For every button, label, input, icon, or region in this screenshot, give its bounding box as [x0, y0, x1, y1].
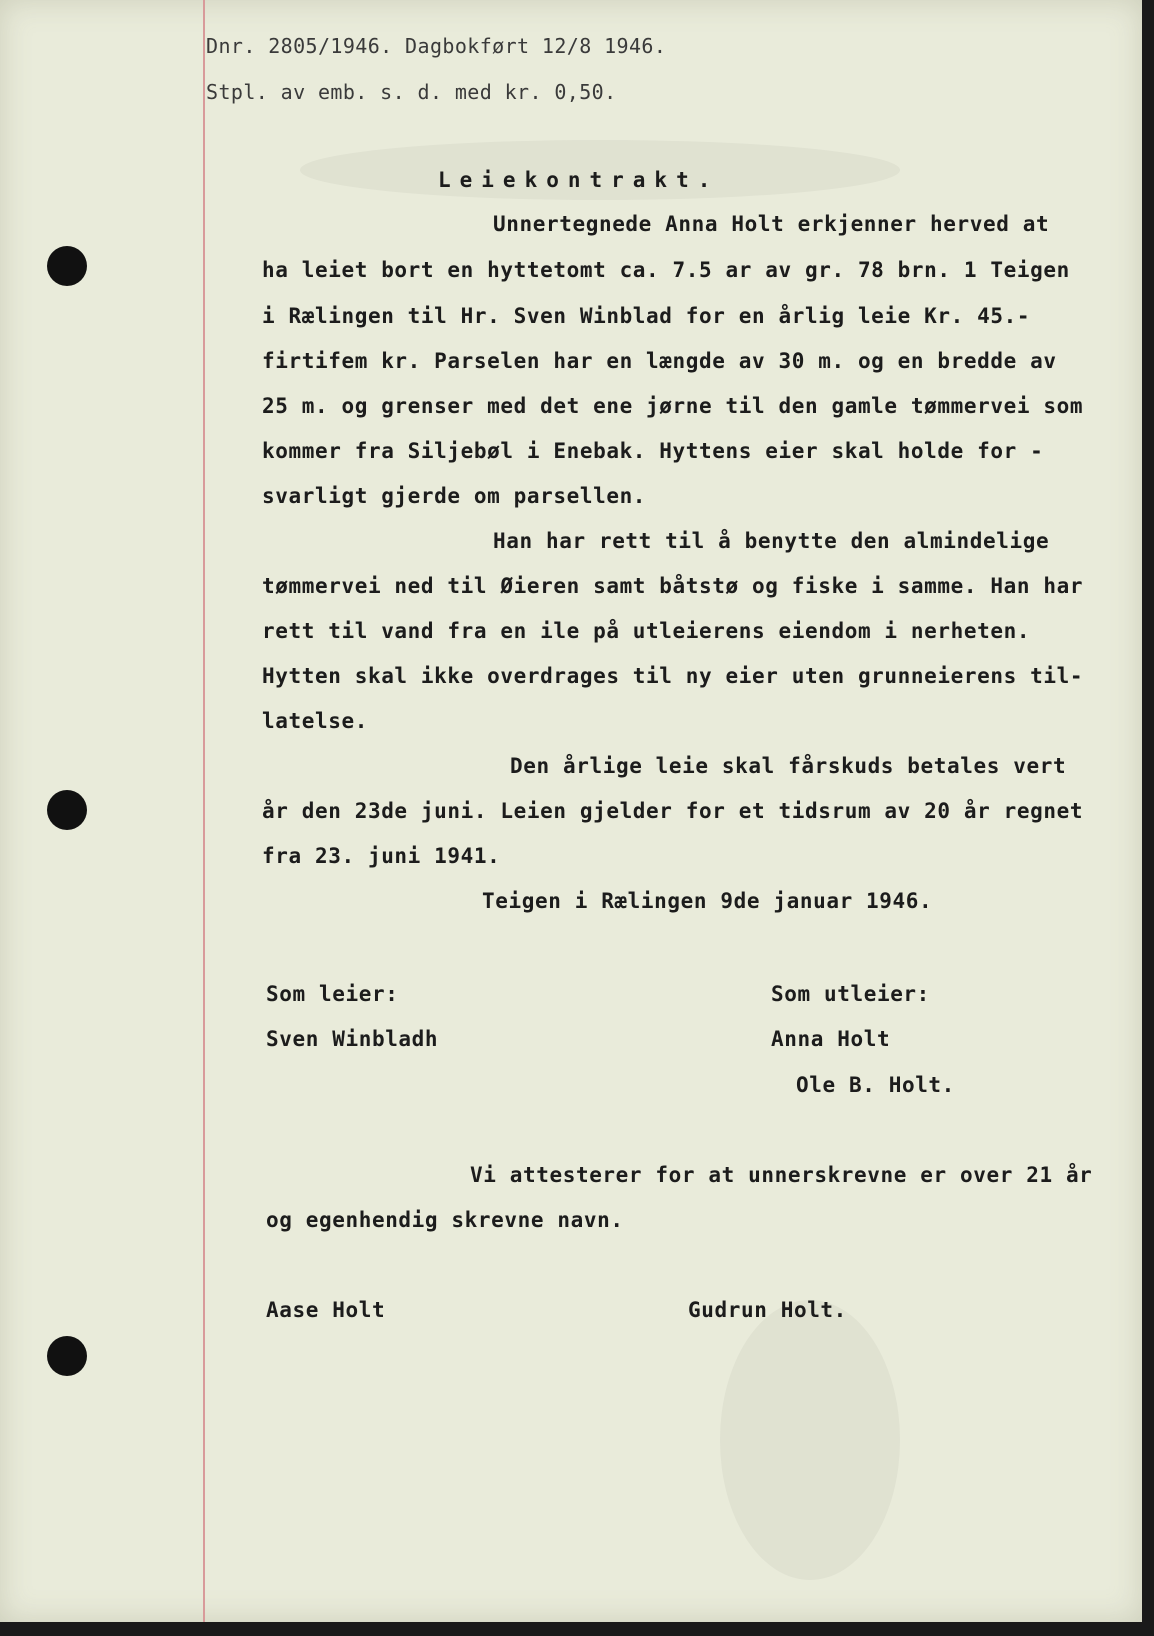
witness-signature-2: Gudrun Holt.	[688, 1298, 847, 1322]
punch-hole-middle	[47, 790, 87, 830]
place-date-line: Teigen i Rælingen 9de januar 1946.	[482, 889, 933, 913]
body-line: år den 23de juni. Leien gjelder for et tidsrum av 20 år regnet	[262, 799, 1084, 823]
landlord-signature-2: Ole B. Holt.	[796, 1073, 955, 1097]
body-line: fra 23. juni 1941.	[262, 844, 501, 868]
body-line: Unnertegnede Anna Holt erkjenner herved at	[493, 212, 1050, 236]
witness-signature-1: Aase Holt	[266, 1298, 386, 1322]
body-line: Han har rett til å benytte den almindelige	[493, 529, 1050, 553]
tenant-signature: Sven Winbladh	[266, 1027, 439, 1051]
landlord-label: Som utleier:	[771, 982, 930, 1006]
bleed-through-mark	[720, 1300, 900, 1580]
stamp-fee-line: Stpl. av emb. s. d. med kr. 0,50.	[206, 80, 617, 104]
punch-hole-bottom	[47, 1336, 87, 1376]
body-line: 25 m. og grenser med det ene jørne til den gamle tømmervei som	[262, 394, 1084, 418]
margin-line	[203, 0, 205, 1622]
body-line: tømmervei ned til Øieren samt båtstø og fiske i samme. Han har	[262, 574, 1084, 598]
body-line: firtifem kr. Parselen har en længde av 30 m. og en bredde av	[262, 349, 1057, 373]
body-line: svarligt gjerde om parsellen.	[262, 484, 647, 508]
body-line: latelse.	[262, 709, 368, 733]
landlord-signature-1: Anna Holt	[771, 1027, 891, 1051]
body-line: Den årlige leie skal fårskuds betales vert	[510, 754, 1067, 778]
body-line: Hytten skal ikke overdrages til ny eier uten grunneierens til-	[262, 664, 1084, 688]
punch-hole-top	[47, 246, 87, 286]
body-line: rett til vand fra en ile på utleierens eiendom i nerheten.	[262, 619, 1031, 643]
body-line: kommer fra Siljebøl i Enebak. Hyttens eier skal holde for -	[262, 439, 1044, 463]
attestation-line: og egenhendig skrevne navn.	[266, 1208, 624, 1232]
document-title: Leiekontrakt.	[438, 168, 720, 192]
tenant-label: Som leier:	[266, 982, 399, 1006]
body-line: i Rælingen til Hr. Sven Winblad for en årlig leie Kr. 45.-	[262, 304, 1031, 328]
attestation-line: Vi attesterer for at unnerskrevne er over 21 år	[470, 1163, 1093, 1187]
body-line: ha leiet bort en hyttetomt ca. 7.5 ar av gr. 78 brn. 1 Teigen	[262, 258, 1070, 282]
registration-line: Dnr. 2805/1946. Dagbokført 12/8 1946.	[206, 34, 667, 58]
